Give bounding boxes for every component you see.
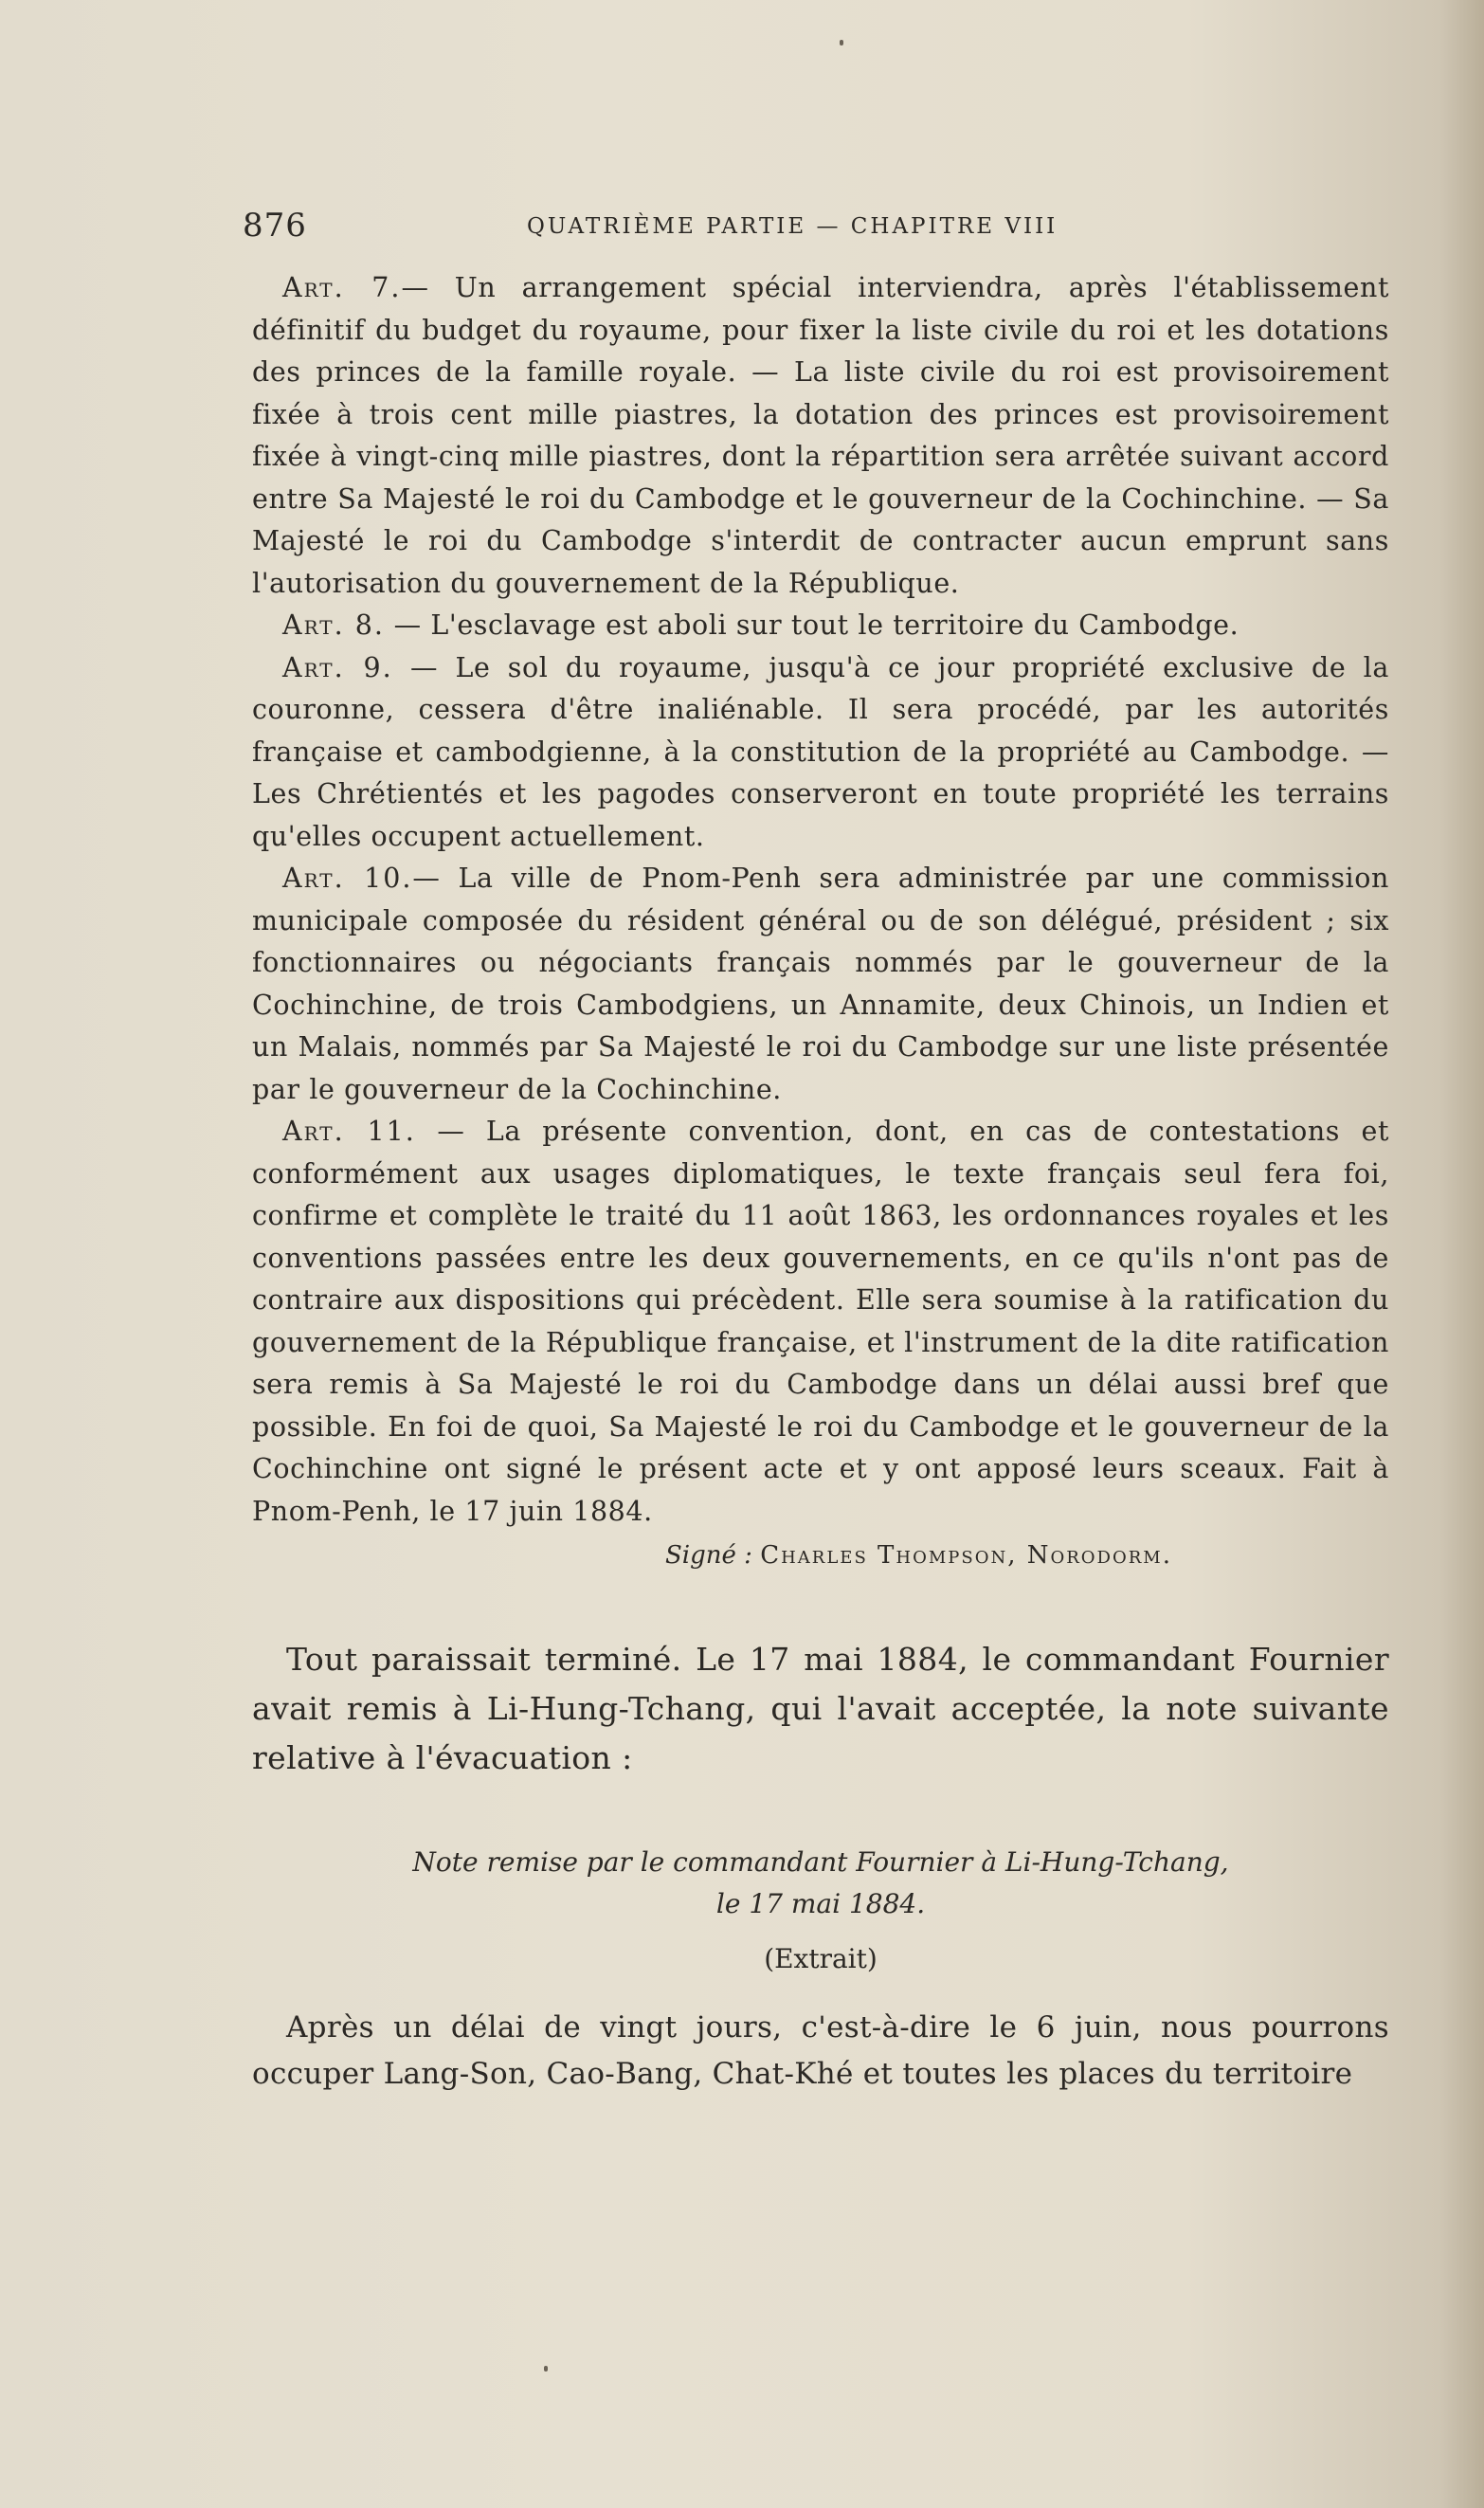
running-head: QUATRIÈME PARTIE — CHAPITRE VIII: [527, 214, 1059, 239]
article-9: [252, 647, 1389, 859]
narrative-paragraph: Tout paraissait terminé. Le 17 mai 1884, le commandant Fournier avait remis à Li-Hung-Tchang, qui l'avait acceptée, la note suivante relative à l'évacuation :: [252, 1641, 1389, 1776]
article-text: — La ville de Pnom-Penh sera administrée par une commission municipale composée du résident général ou de son délégué, président ; six fonctionnaires ou négociants français nommés par le gouverneur de la Cochinchine, de trois Cambodgiens, un Annamite, deux Chinois, un Indien et un Malais, nommés par Sa Majesté le roi du Cambodge sur une liste présentée par le gouverneur de la Cochinchine.: [252, 863, 1389, 1105]
ink-speck: [840, 40, 843, 45]
article-7: [252, 267, 1389, 605]
signature-label: Signé :: [665, 1541, 752, 1570]
note-title-line: Note remise par le commandant Fournier à Li-Hung-Tchang,: [412, 1846, 1229, 1878]
article-11: [252, 1111, 1389, 1533]
article-label: Art. 11.: [282, 1116, 416, 1147]
signatory-names: Charles Thompson, Norodorm.: [760, 1541, 1172, 1570]
article-label: Art. 7.: [282, 272, 402, 303]
article-text: — L'esclavage est aboli sur tout le territoire du Cambodge.: [393, 609, 1240, 641]
article-10: [252, 858, 1389, 1111]
article-8: [252, 605, 1389, 647]
note-date-line: le 17 mai 1884.: [715, 1888, 926, 1919]
signature-line: [252, 1536, 1389, 1574]
page-number: 876: [243, 207, 307, 245]
page-body: [252, 267, 1389, 2127]
article-text: — Un arrangement spécial interviendra, après l'établissement définitif du budget du royaume, pour fixer la liste civile du roi et les dotations des princes de la famille royale. — La liste civile du roi est provisoirement fixée à trois cent mille piastres, la dotation des princes est provisoirement fixée à vingt-cinq mille piastres, dont la répartition sera arrêtée suivant accord entre Sa Majesté le roi du Cambodge et le gouverneur de la Cochinchine. — Sa Majesté le roi du Cambodge s'interdit de contracter aucun emprunt sans l'autorisation du gouvernement de la République.: [252, 272, 1389, 599]
article-label: Art. 10.: [282, 863, 413, 894]
ink-speck: [544, 2366, 548, 2372]
note-title: [252, 1842, 1389, 1925]
article-label: Art. 9.: [282, 651, 393, 683]
extract-label: (Extrait): [764, 1943, 878, 1974]
article-text: — Le sol du royaume, jusqu'à ce jour propriété exclusive de la couronne, cessera d'être inaliénable. Il sera procédé, par les autorités française et cambodgienne, à la constitution de la propriété au Cambodge. — Les Chrétientés et les pagodes conserveront en toute propriété les terrains qu'elles occupent actuellement.: [252, 651, 1389, 852]
article-text: — La présente convention, dont, en cas de contestations et conformément aux usages diplomatiques, le texte français seul fera foi, confirme et complète le traité du 11 août 1863, les ordonnances royales et les conventions passées entre les deux gouvernements, en ce qu'ils n'ont pas de contraire aux dispositions qui précèdent. Elle sera soumise à la ratification du gouvernement de la République française, et l'instrument de la dite ratification sera remis à Sa Majesté le roi du Cambodge dans un délai aussi bref que possible. En foi de quoi, Sa Majesté le roi du Cambodge et le gouverneur de la Cochinchine ont signé le présent acte et y ont apposé leurs sceaux. Fait à Pnom-Penh, le 17 juin 1884.: [252, 1116, 1389, 1527]
note-body: Après un délai de vingt jours, c'est-à-dire le 6 juin, nous pourrons occuper Lang-Son, Cao-Bang, Chat-Khé et toutes les places du territoire: [252, 2010, 1389, 2091]
article-label: Art. 8.: [282, 609, 385, 641]
page-header: [243, 207, 1399, 254]
